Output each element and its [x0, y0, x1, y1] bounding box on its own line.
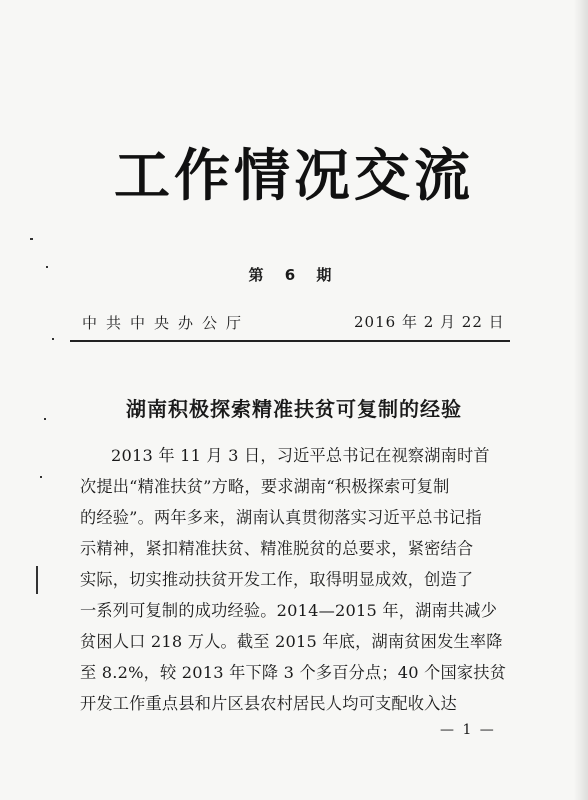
scan-mark [46, 266, 48, 268]
body-line: 贫困人口 218 万人。截至 2015 年底，湖南贫困发生率降 [80, 632, 503, 651]
article-body [80, 440, 510, 719]
body-line: 实际，切实推动扶贫开发工作，取得明显成效，创造了 [80, 570, 474, 589]
body-line: 2013 年 11 月 3 日，习近平总书记在视察湖南时首 [111, 446, 490, 465]
body-line: 示精神，紧扣精准扶贫、精准脱贫的总要求，紧密结合 [80, 539, 474, 558]
scan-mark [52, 338, 54, 340]
article-title: 湖南积极探索精准扶贫可复制的经验 [126, 397, 462, 421]
issue-date: 2016 年 2 月 22 日 [354, 313, 505, 331]
body-line: 次提出“精准扶贫”方略，要求湖南“积极探索可复制 [80, 477, 450, 496]
header-divider [70, 340, 510, 342]
issue-number: 第 6 期 [248, 266, 340, 284]
scan-mark [30, 238, 33, 240]
page-number: — 1 — [440, 722, 496, 738]
body-line: 至 8.2%，较 2013 年下降 3 个多百分点；40 个国家扶贫 [80, 663, 507, 682]
masthead-title: 工作情况交流 [114, 144, 474, 209]
issuing-office: 中共中央办公厅 [82, 314, 251, 332]
scan-mark [44, 418, 46, 420]
scan-mark [40, 476, 42, 478]
scan-mark [36, 566, 38, 594]
body-line: 的经验”。两年多来，湖南认真贯彻落实习近平总书记指 [80, 508, 482, 527]
body-line: 开发工作重点县和片区县农村居民人均可支配收入达 [80, 694, 457, 713]
body-line: 一系列可复制的成功经验。2014—2015 年，湖南共减少 [80, 601, 498, 620]
